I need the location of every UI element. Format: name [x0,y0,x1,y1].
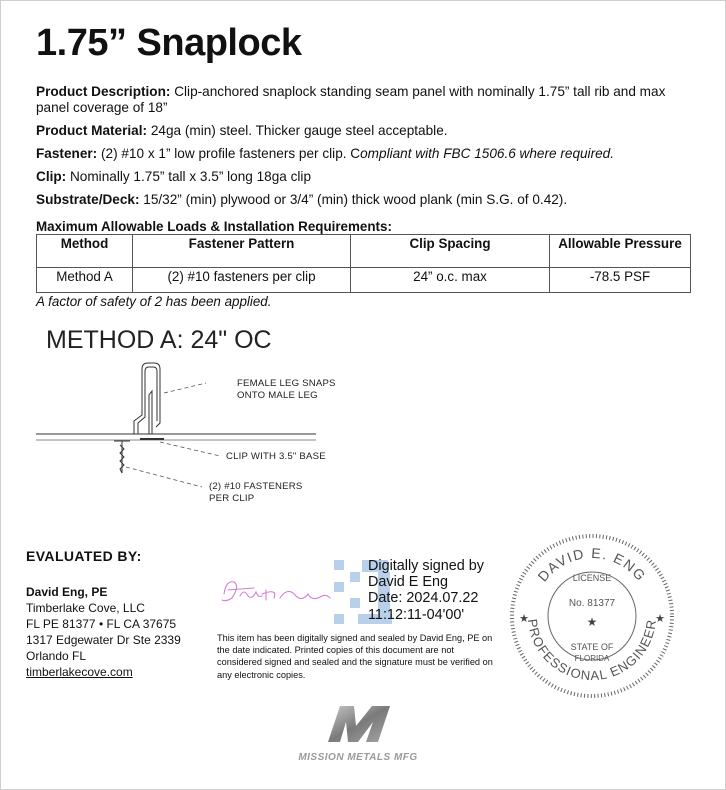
handwritten-signature [218,572,333,610]
evaluator-website-link[interactable]: timberlakecove.com [26,665,133,679]
seal-state-label: STATE OF [570,642,614,652]
callout-fasteners [209,481,303,504]
table-header-row [37,235,691,268]
seal-top-text: DAVID E. ENG [534,544,650,585]
spec-material [36,123,686,139]
signature-disclaimer: This item has been digitally signed and sealed by David Eng, PE on the date indicated. Printed copies of this document are not considered signed and sealed and the signature must be verified on any electronic copies. [217,633,493,680]
loads-table [36,234,691,293]
seal-license-label: LICENSE [572,573,612,583]
digital-signature-text [368,558,484,623]
callout-clip [226,451,326,463]
leader-line [160,442,220,456]
evaluator-licenses: FL PE 81377 • FL CA 37675 [26,617,177,631]
digisig-line: Digitally signed by [368,558,484,574]
table-cell: 24” o.c. max [351,268,550,293]
spec-substrate [36,192,686,208]
seal-star-icon: ★ [655,612,665,625]
spec-note: ompliant with FBC 1506.6 where required. [360,146,615,161]
column-header: Fastener Pattern [133,235,351,268]
mission-metals-logo [296,700,422,766]
spec-label: Fastener: [36,146,98,161]
seal-bottom-text: PROFESSIONAL ENGINEER [524,618,660,684]
leader-line [126,467,202,487]
callout-line: CLIP WITH 3.5" BASE [226,451,326,462]
callout-line: (2) #10 FASTENERS [209,481,303,492]
callout-line: PER CLIP [209,492,255,504]
seal-star-icon: ★ [586,615,598,629]
table-cell: Method A [37,268,133,293]
leader-line [164,383,206,393]
column-header: Allowable Pressure [550,235,691,268]
spec-description [36,84,686,116]
page-title: 1.75” Snaplock [36,22,302,64]
logo-m-mark [328,706,390,742]
digisig-line: 11:12:11-04'00' [368,606,465,623]
fastener-screw [114,441,130,473]
spec-text: 15/32” (min) plywood or 3/4” (min) thick wood plank (min S.G. of 0.42). [139,192,568,207]
evaluator-block [26,584,181,680]
spec-label: Clip: [36,169,67,184]
clip-profile [149,391,152,434]
spec-label: Substrate/Deck: [36,192,140,207]
digisig-line: David E Eng [368,574,448,591]
table-cell: -78.5 PSF [550,268,691,293]
spec-label: Product Description: [36,84,171,99]
table-row [37,268,691,293]
logo-text: MISSION METALS MFG [298,752,418,763]
product-specs [36,84,686,215]
spec-label: Product Material: [36,123,148,138]
callout-female-leg [237,378,336,401]
spec-text: Nominally 1.75” tall x 3.5” long 18ga clip [66,169,312,184]
female-leg-profile [138,367,157,434]
seal-state-name: FLORIDA [574,654,610,663]
seal-star-icon: ★ [519,612,529,625]
evaluator-name: David Eng, PE [26,585,108,599]
callout-line: FEMALE LEG SNAPS [237,378,336,389]
evaluator-address: 1317 Edgewater Dr Ste 2339 [26,633,181,647]
evaluator-city: Orlando FL [26,649,87,663]
loads-heading: Maximum Allowable Loads & Installation Requirements: [36,219,392,234]
digisig-line: Date: 2024.07.22 [368,590,479,607]
method-title: METHOD A: 24" OC [46,326,272,354]
spec-text: (2) #10 x 1” low profile fasteners per clip. C [97,146,361,161]
evaluator-company: Timberlake Cove, LLC [26,601,145,615]
column-header: Method [37,235,133,268]
table-cell: (2) #10 fasteners per clip [133,268,351,293]
spec-clip [36,169,686,185]
spec-text: 24ga (min) steel. Thicker gauge steel acceptable. [147,123,448,138]
evaluated-by-heading: EVALUATED BY: [26,548,142,564]
spec-fastener [36,146,686,162]
callout-line: ONTO MALE LEG [237,389,318,401]
column-header: Clip Spacing [351,235,550,268]
safety-factor-note: A factor of safety of 2 has been applied. [36,294,272,309]
spec-text: Clip-anchored snaplock standing seam panel with nominally 1.75” tall rib and max panel coverage of 18” [36,84,666,115]
engineer-seal [508,532,676,700]
seal-number: No. 81377 [568,598,616,609]
